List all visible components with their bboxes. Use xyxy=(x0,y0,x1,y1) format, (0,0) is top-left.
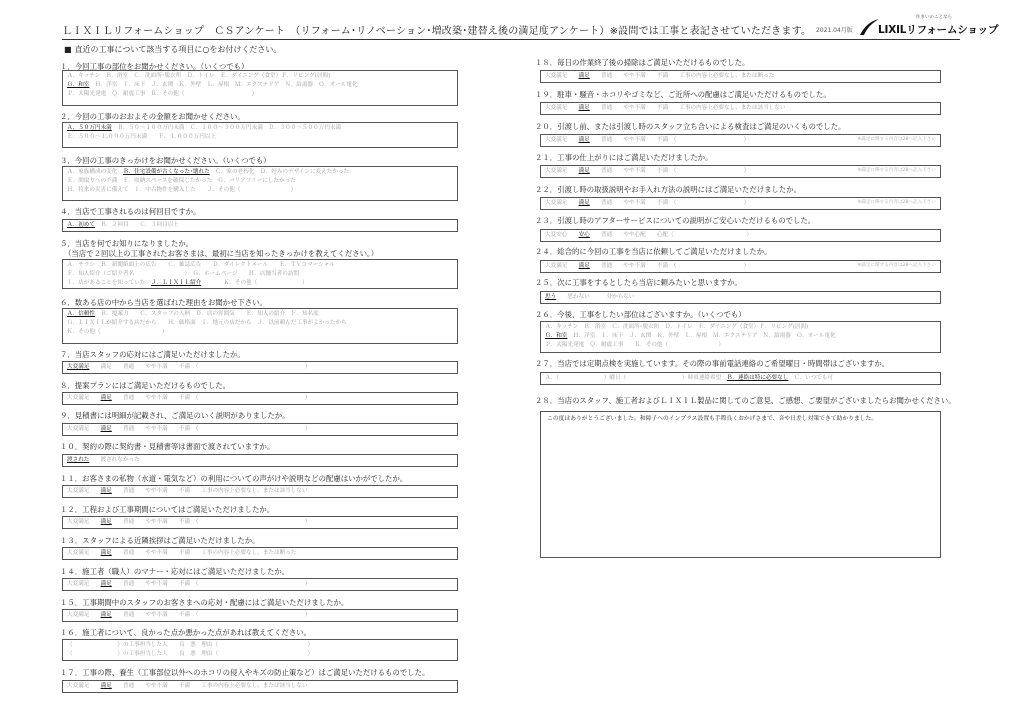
option-text: 普通 やや不満 不満 工事の内容上必要なし、または該当しない xyxy=(111,488,308,494)
answer-line xyxy=(545,104,936,113)
question-label: １１．お客さまの私物（水道・電気など）の利用についての声がけや説明などの配慮はいかがでしたか。 xyxy=(60,474,408,483)
option-text: 普通 やや不満 不満 （ ） xyxy=(111,426,311,432)
question-label: ２２．引渡し時の取扱説明やお手入れ方法の説明にはご満足いただけましたか。 xyxy=(535,185,802,194)
question-label: １０．契約の際に契約書・見積書等は書面で渡されていますか。 xyxy=(60,442,275,451)
answer-box[interactable] xyxy=(62,516,458,529)
option-text: 普通 やや不満 不満 （ ） xyxy=(589,263,750,269)
answer-note: ※満足に関する内容は28へ記入下さい xyxy=(857,168,936,173)
option-text: Ｅ．５００～１,０００万円未満 Ｆ．１,０００万円以上 xyxy=(67,133,216,140)
selected-option: 満足 xyxy=(578,168,590,174)
answer-note: ※満足に関する内容は28へ記入下さい xyxy=(857,263,936,268)
intro-text: 直近の工事について該当する項目に○をお付けください。 xyxy=(74,45,282,54)
selected-option: Ｂ．住宅設備が古くなった･壊れた xyxy=(122,169,210,175)
option-text: 大変満足 xyxy=(67,581,101,587)
answer-line xyxy=(67,456,453,465)
answer-line xyxy=(67,133,453,142)
option-text: 普通 やや不満 不満 工事の内容上必要なし、または該当しない xyxy=(111,683,308,689)
header-divider xyxy=(62,39,960,40)
selected-option: 渡された xyxy=(67,457,90,463)
option-text: 思わない 分からない xyxy=(556,294,635,300)
question-label: １．今回工事の部位をお聞かせください。（いくつでも） xyxy=(60,62,249,71)
selected-option: 思う xyxy=(545,294,557,300)
option-text: Ａ．家族構成の変化 xyxy=(67,169,123,175)
question-label: ２．今回の工事のおおよその金額をお聞かせください。 xyxy=(60,112,245,121)
option-text: 普通 やや不満 不満 （ ） xyxy=(589,137,750,143)
question-label: ２５．次に工事をするとしたら当店に頼みたいと思いますか。 xyxy=(535,278,742,287)
answer-line xyxy=(545,323,936,332)
option-text: Ｈ．将来の災害に備えて Ｉ．中古物件を購入した Ｊ．その他（ ） xyxy=(67,186,297,193)
answer-line xyxy=(67,394,453,403)
option-text: 大変満足 xyxy=(545,200,579,206)
selected-option: Ａ．５０万円未満 xyxy=(67,125,112,131)
answer-box[interactable] xyxy=(62,259,458,289)
answer-line xyxy=(67,549,453,558)
answer-line xyxy=(67,90,453,99)
answer-line xyxy=(545,374,936,383)
question-label: １３．スタッフによる近隣挨拶はご満足いただけましたか。 xyxy=(60,536,260,545)
option-text: 渡されなかった xyxy=(89,457,140,463)
option-text: 大変満足 xyxy=(545,73,579,79)
version-label: 2021.04月版 xyxy=(816,27,853,34)
option-text: 普通 やや不満 不満 工事の内容上必要なし、または該当しない xyxy=(589,105,786,111)
selected-option: 満足 xyxy=(100,612,112,618)
question-label: ２７．当店では定期点検を実施しています。その際の事前電話連絡のご希望曜日・時間帯はございますか。 xyxy=(535,359,890,368)
option-text: 大変満足 xyxy=(545,168,579,174)
selected-option: Ａ．初めて xyxy=(67,222,95,228)
option-text: 普通 やや不満 不満 工事の内容上必要なし、または断った xyxy=(111,550,297,556)
answer-box[interactable] xyxy=(62,547,458,560)
answer-box[interactable] xyxy=(540,102,941,115)
answer-line xyxy=(67,81,453,90)
option-text: 普通 やや不満 不満 （ ） xyxy=(111,612,311,618)
option-text: 普通 やや心配 心配（ ） xyxy=(589,232,753,238)
answer-box[interactable] xyxy=(540,291,941,304)
comment-box[interactable] xyxy=(540,411,941,558)
option-text: Ｐ．太陽光発電 Ｑ．耐震工事 Ｒ．その他（ ） xyxy=(67,90,258,97)
selected-option: 満足 xyxy=(578,105,590,111)
question-label: ５．当店を何でお知りになりましたか。 xyxy=(60,239,194,248)
answer-box[interactable] xyxy=(62,308,458,344)
selected-option: Ａ．信頼性 xyxy=(67,311,95,317)
question-label: ６．数ある店の中から当店を選ばれた理由をお聞かせ下さい。 xyxy=(60,298,267,307)
answer-line xyxy=(67,168,453,177)
question-label: ２１．工事の仕上がりにはご満足いただけましたか。 xyxy=(535,153,713,162)
selected-option: 満足 xyxy=(100,581,112,587)
answer-line xyxy=(67,319,453,328)
question-label: ９．見積書には明細が記載され、ご満足のいく説明がありましたか。 xyxy=(60,411,290,420)
option-text: 大変満足 xyxy=(67,612,101,618)
selected-option: Ｂ．連絡は特に必要なし xyxy=(726,375,789,381)
selected-option: Ｇ．和室 xyxy=(545,332,568,339)
answer-box[interactable] xyxy=(62,485,458,498)
answer-line xyxy=(67,611,453,620)
answer-line xyxy=(67,261,453,270)
answer-line xyxy=(67,650,453,659)
option-text: Ｇ．ＬＩＸＩＬが紹介する店だから Ｈ．価格面 Ｉ．地元の店だから Ｊ．以前頼んだ工事がよかったから xyxy=(67,319,347,326)
option-text: Ａ．（ ）曜日（ ）時頃連絡希望 xyxy=(545,375,727,381)
selected-option: 安心 xyxy=(578,232,590,238)
option-text: Ｋ．その他（ ） xyxy=(201,279,308,286)
question-label: １７．工事の際、養生（工事部位以外へのホコリの侵入やキズの防止策など）はご満足いただけるものでした。 xyxy=(60,668,430,677)
selected-option: 満足 xyxy=(100,395,112,401)
option-text: 大変満足 xyxy=(67,683,101,689)
option-text: 大変満足 xyxy=(545,263,579,269)
answer-line xyxy=(67,363,453,372)
answer-line xyxy=(67,186,453,195)
selected-option: 満足 xyxy=(100,488,112,494)
option-text: 大変満足 xyxy=(545,137,579,143)
option-text: Ｆ．知人紹介（ご紹介者名 ） Ｇ．ホームページ Ｈ．店舗当者の訪問 xyxy=(67,270,300,277)
answer-line xyxy=(67,124,453,133)
question-label: ２０．引渡し前、または引渡し時のスタッフ立ち合いによる検査はご満足のいくものでした。 xyxy=(535,122,846,131)
answer-box[interactable] xyxy=(62,639,458,661)
option-text: Ｃ．家の老朽化 Ｄ．好みのデザインに変えたかった xyxy=(209,169,350,175)
selected-option: 満足 xyxy=(100,550,112,556)
answer-box[interactable] xyxy=(540,70,941,83)
option-text: 大変満足 xyxy=(67,488,101,494)
option-text: （ ）の工事担当した人 良 悪 理由（ ） xyxy=(67,642,314,648)
selected-option: 満足 xyxy=(100,519,112,525)
option-text: Ｂ．提案力 Ｃ．スタッフの人柄 Ｄ．店の雰囲気 Ｅ．知人の紹介 Ｆ．知名度 xyxy=(94,311,319,317)
answer-box[interactable] xyxy=(540,321,941,353)
answer-box[interactable] xyxy=(62,680,458,693)
option-text: 大変満足 xyxy=(67,550,101,556)
selected-option: Ｊ．ＬＩＸＩＬ紹介 xyxy=(150,279,202,286)
answer-line xyxy=(67,221,453,230)
option-text: Ｉ．店があることを知っていた xyxy=(67,279,151,286)
option-text: 大変満足 xyxy=(545,105,579,111)
answer-box[interactable] xyxy=(62,578,458,591)
option-text: 普通 やや不満 不満 （ ） xyxy=(111,519,311,525)
lixil-logo xyxy=(858,14,999,40)
selected-option: 満足 xyxy=(578,73,590,79)
header xyxy=(62,22,962,38)
selected-option: Ｇ．和室 xyxy=(67,81,90,88)
answer-box[interactable] xyxy=(62,361,458,374)
answer-line xyxy=(67,279,453,288)
answer-line xyxy=(67,641,453,650)
option-text: Ｂ．２回目 Ｃ．３回目以上 xyxy=(94,222,179,228)
answer-line xyxy=(545,136,936,145)
question-label: ２８．当店のスタッフ、施工者およびＬＩＸＩＬ製品に関してのご意見、ご感想、ご要望がございましたらお聞かせください。 xyxy=(535,396,956,405)
answer-box[interactable] xyxy=(62,609,458,622)
option-text: 普通 やや不満 不満 （ ） xyxy=(589,200,750,206)
option-text: 大変満足 xyxy=(67,426,101,432)
document-title: ＬＩＸＩＬリフォームショップ ＣＳアンケート （リフォーム･リノベーション･増改築･建替え後の満足度アンケート）※設問では工事と表記させていただきます。 xyxy=(62,26,812,37)
question-label: ２４．総合的に今回の工事を当店に依頼してご満足いただけましたか。 xyxy=(535,247,772,256)
option-text: Ｅ．間取りへの不満 Ｆ．収納スペースを確保したかった Ｇ．バリアフリーにしたかった xyxy=(67,177,296,184)
option-text: 大変安心 xyxy=(545,232,579,238)
answer-line xyxy=(545,199,936,208)
question-label: ２６．今後、工事をしたい部位はございますか。（いくつでも） xyxy=(535,310,746,319)
option-text: Ｃ．いつでも可 xyxy=(788,375,834,381)
selected-option: 満足 xyxy=(578,200,590,206)
question-label: １２．工程および工事期間についてはご満足いただけましたか。 xyxy=(60,505,275,514)
option-text: Ｈ．洋室 Ｉ．床下 Ｊ．玄関 Ｋ．外壁 Ｌ．屋根 Ｍ．エクステリア Ｎ．給湯器 Ｏ．オール電化 xyxy=(567,332,836,339)
question-label: １４．施工者（職人）のマナー・応対にはご満足いただけましたか。 xyxy=(60,567,290,576)
answer-box[interactable] xyxy=(540,260,941,273)
question-label: ２３．引渡し時のアフターサービスについての説明がご安心いただけるものでした。 xyxy=(535,216,816,225)
question-label: １６．施工者について、良かった点か悪かった点があれば教えてください。 xyxy=(60,628,311,637)
selected-option: 満足 xyxy=(578,137,590,143)
intro-instruction xyxy=(64,44,281,55)
logo-text: LIXILリフォームショップ xyxy=(878,24,999,36)
option-text: 大変満足 xyxy=(67,395,101,401)
option-text: 普通 やや不満 不満 （ ） xyxy=(589,168,750,174)
answer-box[interactable] xyxy=(540,165,941,178)
answer-line xyxy=(67,270,453,279)
swoosh-icon xyxy=(858,17,880,37)
selected-option: 満足 xyxy=(578,263,590,269)
question-sublabel: （当店で２回以上の工事されたお客さまは、最初に当店を知ったきっかけを教えてください。） xyxy=(64,249,379,258)
answer-box[interactable] xyxy=(62,454,458,467)
option-text: Ｋ．その他（ ） xyxy=(67,328,168,335)
answer-box[interactable] xyxy=(62,70,458,106)
answer-line xyxy=(545,341,936,350)
answer-line xyxy=(67,580,453,589)
option-text: Ａ．チラシ Ｂ．新聞紙面上の広告 Ｃ．雑誌広告 Ｄ．ダイレクトメール Ｅ．ＴＶコマーシャル xyxy=(67,262,335,268)
option-text: （ ）の工事担当した人 良 悪 理由（ ） xyxy=(67,650,314,657)
answer-line xyxy=(67,310,453,319)
answer-line xyxy=(545,332,936,341)
logo-tagline: 住まいのことなら xyxy=(916,15,952,20)
selected-option: 満足 xyxy=(100,683,112,689)
answer-line xyxy=(545,167,936,176)
option-text: Ｈ．洋室 Ｉ．床下 Ｊ．玄関 Ｋ．外壁 Ｌ．屋根 Ｍ．エクステリア Ｎ．給湯器 Ｏ．オール電化 xyxy=(89,81,358,88)
answer-box[interactable] xyxy=(62,423,458,436)
option-text: 普通 やや不満 不満 （ ） xyxy=(111,395,311,401)
answer-line xyxy=(545,72,936,81)
answer-note: ※満足に関する内容は28へ記入下さい xyxy=(857,200,936,205)
answer-line xyxy=(67,72,453,81)
question-label: １９．駐車・騒音・ホコリやゴミなど、ご近所への配慮はご満足いただけるものでした。 xyxy=(535,90,831,99)
option-text: 満足 普通 やや不満 不満 （ ） xyxy=(89,364,311,370)
option-text: Ｐ．太陽光発電 Ｑ．耐震工事 Ｒ．その他（ ） xyxy=(545,341,725,348)
selected-option: 満足 xyxy=(100,426,112,432)
option-text: Ａ．キッチン Ｂ．浴室 Ｃ．洗面所･脱衣所 Ｄ．トイレ Ｅ．ダイニング（食堂）Ｆ．リビング(居間) xyxy=(545,324,809,330)
question-label: ３．今回の工事のきっかけをお聞かせください。（いくつでも） xyxy=(60,156,271,165)
question-label: ４．当店で工事されるのは何回目ですか。 xyxy=(60,207,201,216)
answer-line xyxy=(67,518,453,527)
square-bullet-icon: ■ xyxy=(64,45,72,54)
answer-box[interactable] xyxy=(62,392,458,405)
answer-line xyxy=(545,231,936,240)
answer-line xyxy=(545,262,936,271)
answer-box[interactable] xyxy=(62,166,458,201)
answer-line xyxy=(67,328,453,337)
question-label: １８．毎日の作業終了後の掃除はご満足いただけるものでした。 xyxy=(535,58,750,67)
answer-line xyxy=(67,682,453,691)
answer-box[interactable] xyxy=(540,134,941,147)
answer-box[interactable] xyxy=(62,219,458,232)
option-text: 大変満足 xyxy=(67,519,101,525)
answer-line xyxy=(545,293,936,302)
answer-line xyxy=(67,177,453,186)
answer-line xyxy=(67,425,453,434)
answer-box[interactable] xyxy=(540,197,941,210)
question-label: １５．工事期間中のスタッフのお客さまへの応対・配慮にはご満足いただけましたか。 xyxy=(60,598,349,607)
answer-note: ※満足に関する内容は28へ記入下さい xyxy=(857,137,936,142)
option-text: Ｂ．５０～１００万円未満 Ｃ．１００～３００万円未満 Ｄ．３００～５００万円未満 xyxy=(111,125,342,131)
option-text: 普通 やや不満 不満 （ ） xyxy=(111,581,311,587)
question-label: ７．当店スタッフの応対にはご満足いただけましたか。 xyxy=(60,350,245,359)
question-label: ８．提案プランにはご満足いただけるものでした。 xyxy=(60,381,230,390)
selected-option: 大変満足 xyxy=(67,364,90,370)
answer-box[interactable] xyxy=(540,372,941,385)
option-text: 普通 やや不満 不満 工事の内容上必要なし、または断った xyxy=(589,73,775,79)
answer-box[interactable] xyxy=(62,122,458,148)
answer-box[interactable] xyxy=(540,229,941,242)
comment-text: この度はありがとうございました。和障子へのインプラス設置も手際良くおかげさまで、音や日差し対策できて助かりました。 xyxy=(547,416,878,422)
option-text: Ａ．キッチン Ｂ．浴室 Ｃ．洗面所･脱衣所 Ｄ．トイレ Ｅ．ダイニング（食堂）Ｆ．リビング(居間) xyxy=(67,73,331,79)
answer-line xyxy=(67,487,453,496)
